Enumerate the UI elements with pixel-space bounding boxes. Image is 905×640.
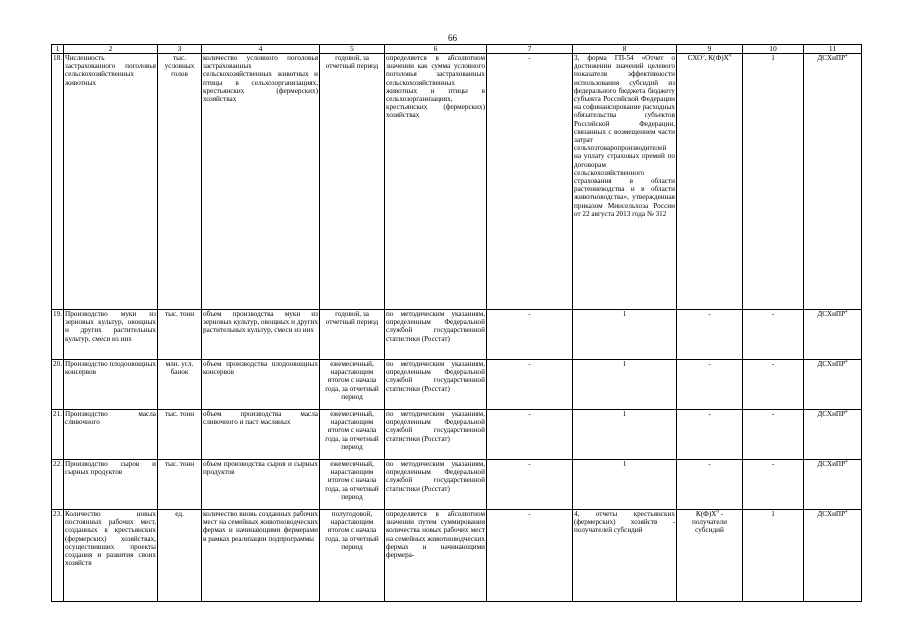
responsible-name: ДСХиПР (817, 510, 846, 518)
periodicity: ежемесячный, нарастающим итогом с начала года, за отчетный период (320, 360, 385, 410)
table-row (52, 310, 862, 360)
indicator-name: Производство сыров и сырных продуктов (64, 460, 158, 510)
respondents (677, 54, 743, 310)
col10-value: - (743, 360, 804, 410)
col7-value: - (487, 360, 573, 410)
footnote-mark: 5 (702, 53, 705, 59)
column-number: 1 (52, 45, 64, 54)
row-number: 22. (52, 460, 64, 510)
data-source: 4, отчеты крестьянских (фермерских) хозяйств - получателей субсидий (573, 510, 677, 602)
page-number: 66 (448, 33, 457, 43)
responsible (804, 460, 862, 510)
data-source: 1 (573, 360, 677, 410)
indicator-name: Количество новых постоянных рабочих мест, созданных в крестьянских (фермерских) хозяйствах, осуществивших проекты создания и развития своих хозяйств (64, 510, 158, 602)
footnote-mark: 4 (845, 309, 848, 315)
table-row (52, 360, 862, 410)
col7-value: - (487, 510, 573, 602)
footnote-mark: 4 (845, 359, 848, 365)
footnote-mark: 4 (845, 409, 848, 415)
table-row (52, 54, 862, 310)
unit: тыс. условных голов (158, 54, 202, 310)
definition: объем производства сыров и сырных продуктов (202, 460, 320, 510)
responsible-name: ДСХиПР (817, 360, 846, 368)
column-number: 7 (487, 45, 573, 54)
definition: количество условного поголовья застрахованных сельскохозяйственных животных и птицы в сельхозорганизациях, крестьянских (фермерских) хозяйствах (202, 54, 320, 310)
periodicity: ежемесячный, нарастающим итогом с начала года, за отчетный период (320, 410, 385, 460)
column-number: 9 (677, 45, 743, 54)
row-number: 21. (52, 410, 64, 460)
col10-value: - (743, 410, 804, 460)
unit: ед. (158, 510, 202, 602)
periodicity: ежемесячный, нарастающим итогом с начала года, за отчетный период (320, 460, 385, 510)
responsible (804, 410, 862, 460)
definition: объем производства масла сливочного и паст масляных (202, 410, 320, 460)
method: по методическим указаниям, определенным Федеральной службой государственной статистики (Росстат) (385, 310, 487, 360)
column-number: 6 (385, 45, 487, 54)
respondent-b: , К(Ф)Х (704, 54, 729, 62)
indicator-name: Производство плодоовощных консервов (64, 360, 158, 410)
data-source: 3, форма ГП-54 «Отчет о достижении значений целевого показателя эффективности использования субсидий из федерального бюджета бюджету субъекта Российской Федерации на софинансирование расходных обязательства субъектов Российской Федерации, связанных с возмещением части затрат сельхозтоваропроизводителей на уплату страховых премий по договорам сельскохозяйственного страхования в области растениеводства и в области животноводства», утвержденная приказом Минсельхоза России от 22 августа 2013 года № 312 (573, 54, 677, 310)
method: по методическим указаниям, определенным Федеральной службой государственной статистики (Росстат) (385, 460, 487, 510)
periodicity: годовой, за отчетный период (320, 310, 385, 360)
row-number: 18. (52, 54, 64, 310)
col7-value: - (487, 460, 573, 510)
col7-value: - (487, 310, 573, 360)
data-source: 1 (573, 410, 677, 460)
responsible-name: ДСХиПР (817, 310, 846, 318)
table-row (52, 460, 862, 510)
method: определяется в абсолютном значении путем суммирования количества новых рабочих мест на семейных животноводческих фермах и начинающими фермера- (385, 510, 487, 602)
definition: количество вновь созданных рабочих мест на семейных животноводческих фермах и начинающими фермерами в рамках реализации подпрограммы (202, 510, 320, 602)
respondents: - (677, 310, 743, 360)
periodicity: годовой, за отчетный период (320, 54, 385, 310)
responsible-name: ДСХиПР (817, 410, 846, 418)
row-number: 19. (52, 310, 64, 360)
column-number: 5 (320, 45, 385, 54)
respondents: - (677, 360, 743, 410)
column-number: 2 (64, 45, 158, 54)
column-numbers-row (52, 45, 862, 54)
column-number: 8 (573, 45, 677, 54)
responsible (804, 360, 862, 410)
respondent-a: СХО (687, 54, 703, 62)
responsible-name: ДСХиПР (817, 54, 846, 62)
col10-value: - (743, 310, 804, 360)
col10-value: 1 (743, 510, 804, 602)
data-source: 1 (573, 460, 677, 510)
data-source: 1 (573, 310, 677, 360)
respondent-a: К(Ф)Х (695, 510, 717, 518)
indicator-name: Численность застрахованного поголовья сельскохозяйственных животных (64, 54, 158, 310)
unit: тыс. тонн (158, 460, 202, 510)
column-number: 10 (743, 45, 804, 54)
footnote-mark: 4 (845, 459, 848, 465)
respondents: - (677, 410, 743, 460)
footnote-mark: 4 (845, 53, 848, 59)
unit: тыс. тонн (158, 410, 202, 460)
method: по методическим указаниям, определенным Федеральной службой государственной статистики (Росстат) (385, 410, 487, 460)
table-row (52, 510, 862, 602)
respondents (677, 510, 743, 602)
column-number: 11 (804, 45, 862, 54)
definition: объем производства муки из зерновых культур, овощных и других растительных культур, смеси из них (202, 310, 320, 360)
column-number: 3 (158, 45, 202, 54)
column-number: 4 (202, 45, 320, 54)
col10-value: 1 (743, 54, 804, 310)
responsible (804, 510, 862, 602)
unit: млн. усл. банок (158, 360, 202, 410)
footnote-mark: 6 (716, 509, 719, 515)
definition: объем производства плодоовощных консервов (202, 360, 320, 410)
indicator-name: Производство муки из зерновых культур, овощных и других растительных культур, смеси из них (64, 310, 158, 360)
method: определяется в абсолютном значении как сумма условного поголовья застрахованных сельскохозяйственных животных и птицы в сельхозорганизациях, крестьянских (фермерских) хозяйствах (385, 54, 487, 310)
col7-value: - (487, 410, 573, 460)
indicator-table (51, 44, 862, 602)
indicator-name: Производство масла сливочного (64, 410, 158, 460)
unit: тыс. тонн (158, 310, 202, 360)
col10-value: - (743, 460, 804, 510)
periodicity: полугодовой, нарастающим итогом с начала года, за отчетный период (320, 510, 385, 602)
col7-value: - (487, 54, 573, 310)
row-number: 20. (52, 360, 64, 410)
responsible (804, 54, 862, 310)
footnote-mark: 6 (728, 53, 732, 59)
table-row (52, 410, 862, 460)
respondents: - (677, 460, 743, 510)
respondent-b: - получатели субсидий (692, 510, 727, 535)
responsible (804, 310, 862, 360)
method: по методическим указаниям, определенным Федеральной службой государственной статистики (Росстат) (385, 360, 487, 410)
row-number: 23. (52, 510, 64, 602)
responsible-name: ДСХиПР (817, 460, 846, 468)
footnote-mark: 4 (845, 509, 848, 515)
